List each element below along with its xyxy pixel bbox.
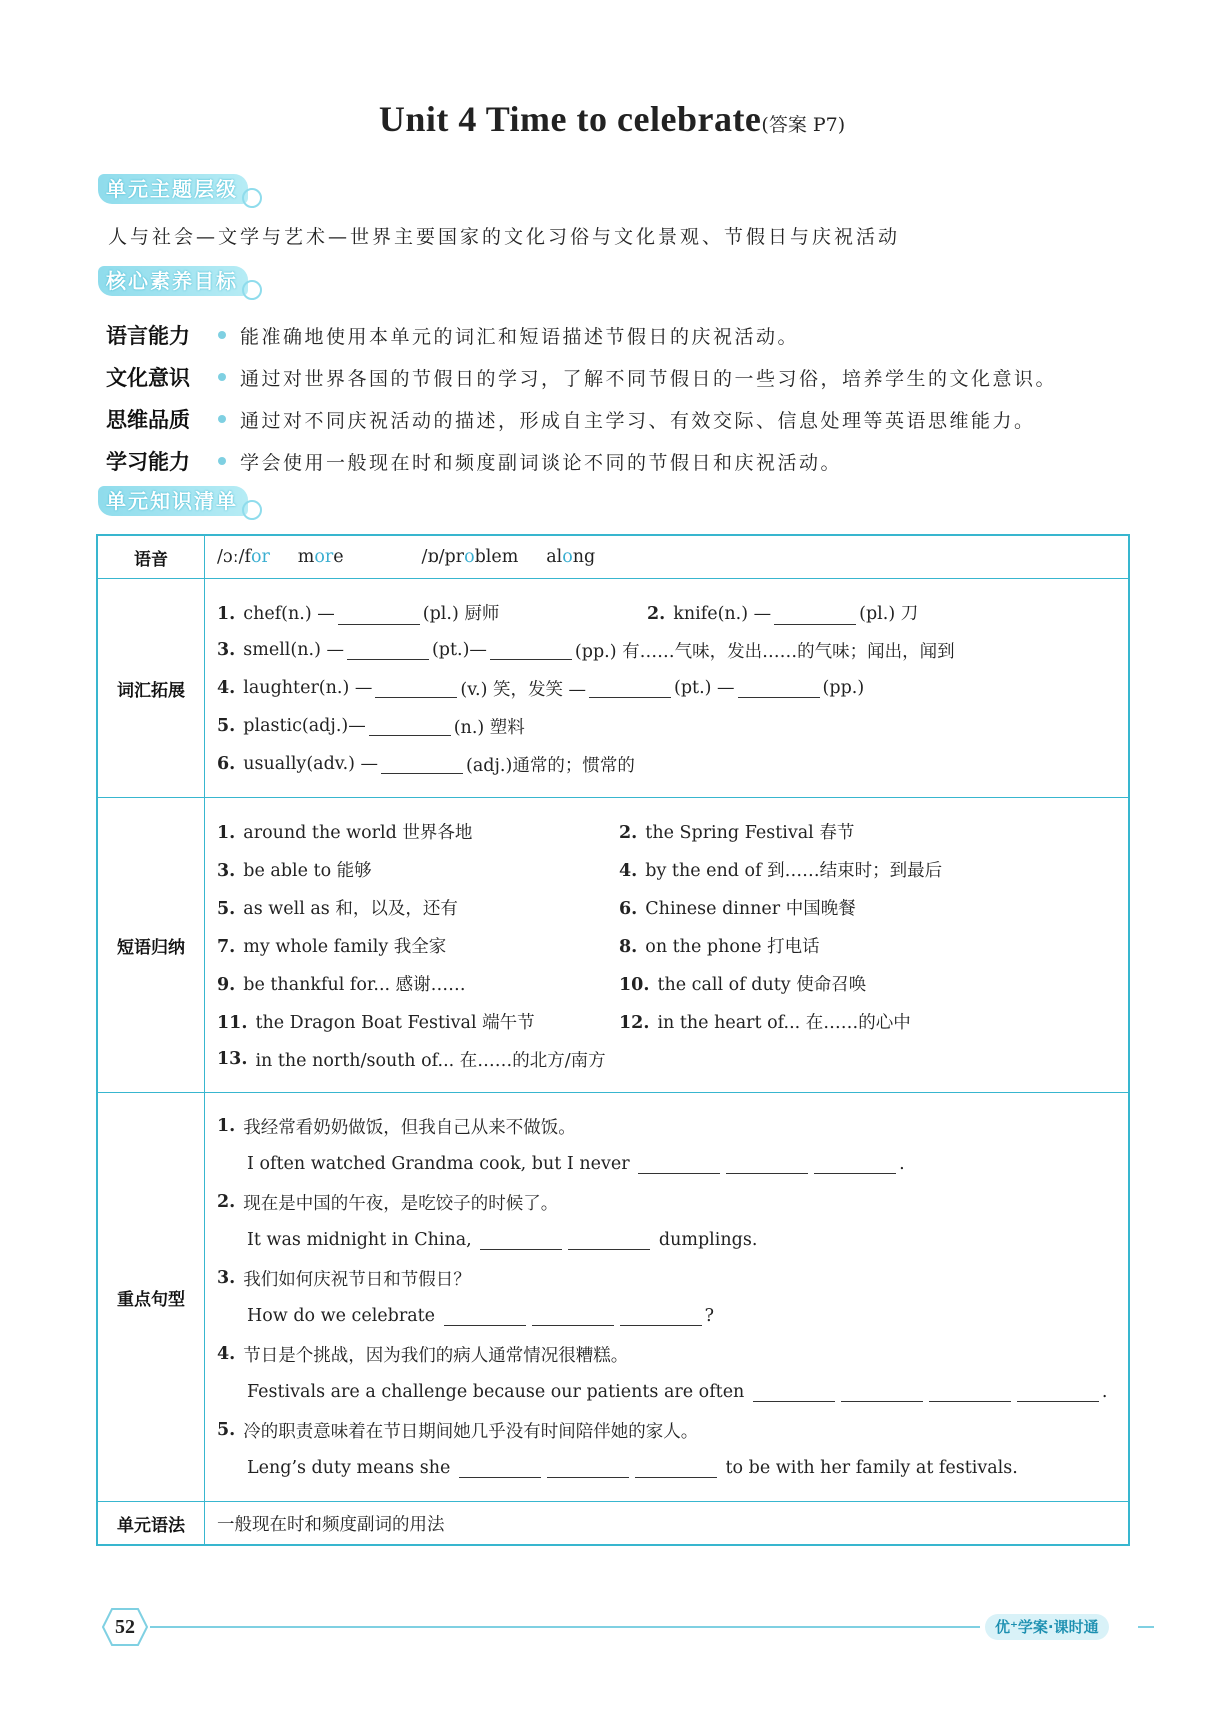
goal-item — [106, 356, 1057, 398]
sentence-en: Leng’s duty means she to be with her family at festivals. — [247, 1458, 1018, 1478]
answer-blank[interactable] — [459, 1459, 541, 1478]
bullet-dot-icon — [218, 457, 226, 465]
answer-blank[interactable] — [347, 641, 429, 660]
sentence-en: How do we celebrate ? — [247, 1306, 715, 1326]
goal-text: 能准确地使用本单元的词汇和短语描述节假日的庆祝活动。 — [240, 325, 800, 348]
vocab-content — [205, 579, 1130, 798]
answer-blank[interactable] — [726, 1155, 808, 1174]
table-row-phrases — [97, 798, 1129, 1093]
page-title — [0, 98, 1224, 140]
goal-text: 通过对不同庆祝活动的描述，形成自主学习、有效交际、信息处理等英语思维能力。 — [240, 409, 1036, 432]
sentence-en: Festivals are a challenge because our patients are often . — [247, 1382, 1108, 1402]
section-head-theme: 单元主题层级 — [98, 174, 248, 204]
list-item: 1. chef(n.) — (pl.) 厨师 2. knife(n.) — (pl.) 刀 — [217, 603, 919, 624]
goal-key: 思维品质 — [106, 408, 190, 432]
goal-text: 学会使用一般现在时和频度副词谈论不同的节假日和庆祝活动。 — [240, 451, 843, 474]
row-label: 单元语法 — [97, 1502, 205, 1546]
phonetics-content: /ɔː/for more /ɒ/problem along — [205, 535, 1130, 579]
footer-divider — [150, 1626, 980, 1628]
section-head-knowledge: 单元知识清单 — [98, 486, 248, 516]
goal-text: 通过对世界各国的节假日的学习，了解不同节假日的一些习俗，培养学生的文化意识。 — [240, 367, 1058, 390]
answer-blank[interactable] — [568, 1231, 650, 1250]
title-main: Unit 4 Time to celebrate — [378, 99, 762, 139]
list-item: 7. my whole family 我全家 8. on the phone 打电话 — [217, 936, 820, 957]
list-item: 6. usually(adv.) — (adj.)通常的；惯常的 — [217, 754, 635, 776]
answer-blank[interactable] — [929, 1383, 1011, 1402]
goals-list — [106, 314, 1057, 482]
goal-key: 语言能力 — [106, 324, 190, 348]
goal-key: 学习能力 — [106, 450, 190, 474]
bullet-dot-icon — [218, 331, 226, 339]
answer-blank[interactable] — [738, 679, 820, 698]
page-number: 52 — [115, 1616, 135, 1638]
goal-key: 文化意识 — [106, 366, 190, 390]
answer-blank[interactable] — [375, 679, 457, 698]
row-label: 词汇拓展 — [97, 579, 205, 798]
answer-blank[interactable] — [814, 1155, 896, 1174]
list-item: 3. smell(n.) — (pt.)— (pp.) 有……气味，发出……的气味；闻出，闻到 — [217, 640, 955, 662]
row-label: 语音 — [97, 535, 205, 579]
answer-blank[interactable] — [620, 1307, 702, 1326]
table-row-sentences — [97, 1093, 1129, 1502]
answer-blank[interactable] — [338, 606, 420, 625]
goal-item — [106, 398, 1057, 440]
list-item: 1. around the world 世界各地 2. the Spring Festival 春节 — [217, 822, 855, 843]
footer-brand: 优⁺学案·课时通 — [985, 1614, 1109, 1640]
list-item: 3. be able to 能够 4. by the end of 到……结束时；到最后 — [217, 860, 943, 881]
sentence-cn: 1. 我经常看奶奶做饭，但我自己从来不做饭。 — [217, 1116, 576, 1138]
answer-blank[interactable] — [490, 641, 572, 660]
list-item: 5. as well as 和，以及，还有 6. Chinese dinner 中国晚餐 — [217, 898, 856, 919]
sentence-en: I often watched Grandma cook, but I never . — [247, 1154, 905, 1174]
footer-divider-tail — [1138, 1626, 1154, 1628]
answer-blank[interactable] — [381, 755, 463, 774]
answer-blank[interactable] — [589, 679, 671, 698]
knowledge-table — [96, 534, 1130, 1546]
bullet-dot-icon — [218, 415, 226, 423]
answer-blank[interactable] — [369, 717, 451, 736]
list-item: 4. laughter(n.) — (v.) 笑，发笑 — (pt.) — (pp.) — [217, 678, 865, 700]
table-row-phonetics — [97, 535, 1129, 579]
answer-blank[interactable] — [635, 1459, 717, 1478]
list-item: 5. plastic(adj.)— (n.) 塑料 — [217, 716, 525, 738]
goal-item — [106, 314, 1057, 356]
bullet-dot-icon — [218, 373, 226, 381]
theme-text: 人与社会—文学与艺术—世界主要国家的文化习俗与文化景观、节假日与庆祝活动 — [108, 226, 901, 248]
answer-blank[interactable] — [774, 606, 856, 625]
swirl-icon — [242, 280, 262, 300]
goal-item — [106, 440, 1057, 482]
sentence-cn: 4. 节日是个挑战，因为我们的病人通常情况很糟糕。 — [217, 1344, 629, 1366]
answer-blank[interactable] — [532, 1307, 614, 1326]
table-row-grammar — [97, 1502, 1129, 1546]
answer-blank[interactable] — [547, 1459, 629, 1478]
row-label: 短语归纳 — [97, 798, 205, 1093]
sentence-en: It was midnight in China, dumplings. — [247, 1230, 758, 1250]
sentence-cn: 2. 现在是中国的午夜，是吃饺子的时候了。 — [217, 1192, 559, 1214]
answer-blank[interactable] — [1017, 1383, 1099, 1402]
answer-blank[interactable] — [480, 1231, 562, 1250]
grammar-content: 一般现在时和频度副词的用法 — [205, 1502, 1130, 1546]
answer-blank[interactable] — [753, 1383, 835, 1402]
answer-reference: (答案 P7) — [761, 114, 846, 136]
page-number-badge — [102, 1608, 148, 1646]
sentence-cn: 5. 冷的职责意味着在节日期间她几乎没有时间陪伴她的家人。 — [217, 1420, 699, 1442]
answer-blank[interactable] — [444, 1307, 526, 1326]
swirl-icon — [242, 188, 262, 208]
row-label: 重点句型 — [97, 1093, 205, 1502]
sentence-cn: 3. 我们如何庆祝节日和节假日？ — [217, 1268, 471, 1290]
answer-blank[interactable] — [841, 1383, 923, 1402]
swirl-icon — [242, 500, 262, 520]
list-item: 13. in the north/south of... 在……的北方/南方 — [217, 1049, 606, 1071]
answer-blank[interactable] — [638, 1155, 720, 1174]
list-item: 11. the Dragon Boat Festival 端午节 12. in the heart of... 在……的心中 — [217, 1012, 911, 1033]
sentences-content — [205, 1093, 1130, 1502]
phrases-content — [205, 798, 1130, 1093]
list-item: 9. be thankful for... 感谢…… 10. the call of duty 使命召唤 — [217, 974, 867, 995]
section-head-goals: 核心素养目标 — [98, 266, 248, 296]
table-row-vocab — [97, 579, 1129, 798]
